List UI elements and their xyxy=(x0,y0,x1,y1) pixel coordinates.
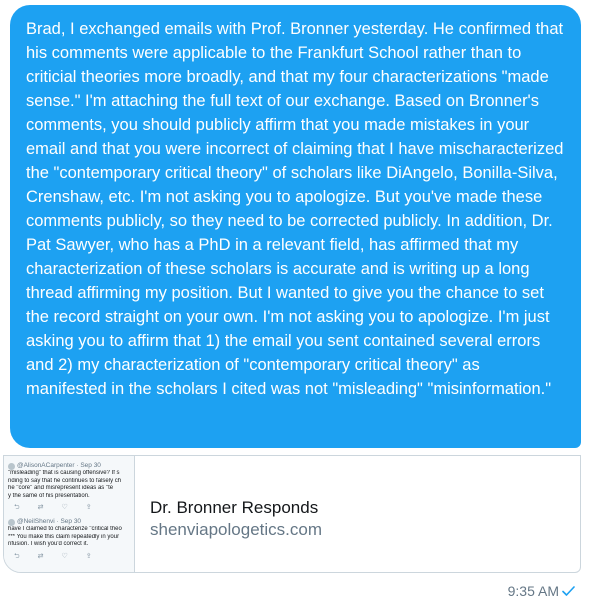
message-text: Brad, I exchanged emails with Prof. Bronner yesterday. He confirmed that his comments were applicable to the Frankfurt School rather than to criticial theories more broadly, and that my four characterizations "made sense." I'm attaching the full text of our exchange. Based on Bronner's comments, you should publicly affirm that you made mistakes in your email and that you were incorrect of claiming that I have mischaracterized the "contemporary critical theory" of scholars like DiAngelo, Bonilla-Silva, Crenshaw, etc. I'm not asking you to apologize. But you've made these comments publicly, so they need to be corrected publicly. In addition, Dr. Pat Sawyer, who has a PhD in a relevant field, has affirmed that my characterization of these scholars is accurate and is writing up a long thread affirming my position. But I wanted to give you the chance to set the record straight on your own. I'm not asking you to apologize. I'm just asking you to affirm that 1) the email you sent contained several errors and 2) my characterization of "contemporary critical theory" as manifested in the scholars I cited was not "misleading" "misinformation." xyxy=(26,20,564,398)
thumbnail-tweet-line: "misleading" that is causing offensive? If s xyxy=(8,470,120,476)
retweet-icon: ⇄ xyxy=(37,552,44,560)
link-thumbnail xyxy=(4,456,135,572)
message-timestamp: 9:35 AM xyxy=(507,583,559,599)
heart-icon: ♡ xyxy=(61,504,68,511)
share-icon: ⇪ xyxy=(85,504,92,511)
reply-icon: ⮌ xyxy=(14,504,20,511)
thumbnail-tweet-line: *** You make this claim repeatedly in your xyxy=(8,533,120,540)
double-check-icon xyxy=(562,585,578,597)
avatar xyxy=(8,463,15,470)
link-title[interactable]: Dr. Bronner Responds xyxy=(150,498,319,517)
thumbnail-tweet-line: nding to say that he continues to falsely ch xyxy=(8,477,122,484)
thumbnail-tweet-line: have I claimed to characterize "critical theo xyxy=(8,526,122,532)
thumbnail-tweet-line: he "core" and misrepresent ideas as "te xyxy=(8,485,114,491)
reply-icon: ⮌ xyxy=(14,552,20,560)
thumbnail-tweet-handle: @AlisonACarpenter · Sep 30 xyxy=(17,462,101,469)
share-icon: ⇪ xyxy=(85,552,92,560)
thumbnail-tweet-line: y the same of his presentation. xyxy=(8,492,90,499)
link-preview-card[interactable] xyxy=(3,455,581,573)
message-bubble xyxy=(10,5,581,448)
heart-icon: ♡ xyxy=(61,552,68,560)
thumbnail-tweet xyxy=(8,518,135,563)
thumbnail-tweet-line: nfusion. I wish you'd correct it. xyxy=(8,541,89,547)
message-meta xyxy=(508,583,578,599)
link-domain: shenviapologetics.com xyxy=(150,520,322,539)
retweet-icon: ⇄ xyxy=(37,504,44,511)
avatar xyxy=(8,519,15,526)
thumbnail-tweet-handle: @NeilShenvi · Sep 30 xyxy=(17,518,82,525)
thumbnail-tweet xyxy=(8,462,135,514)
